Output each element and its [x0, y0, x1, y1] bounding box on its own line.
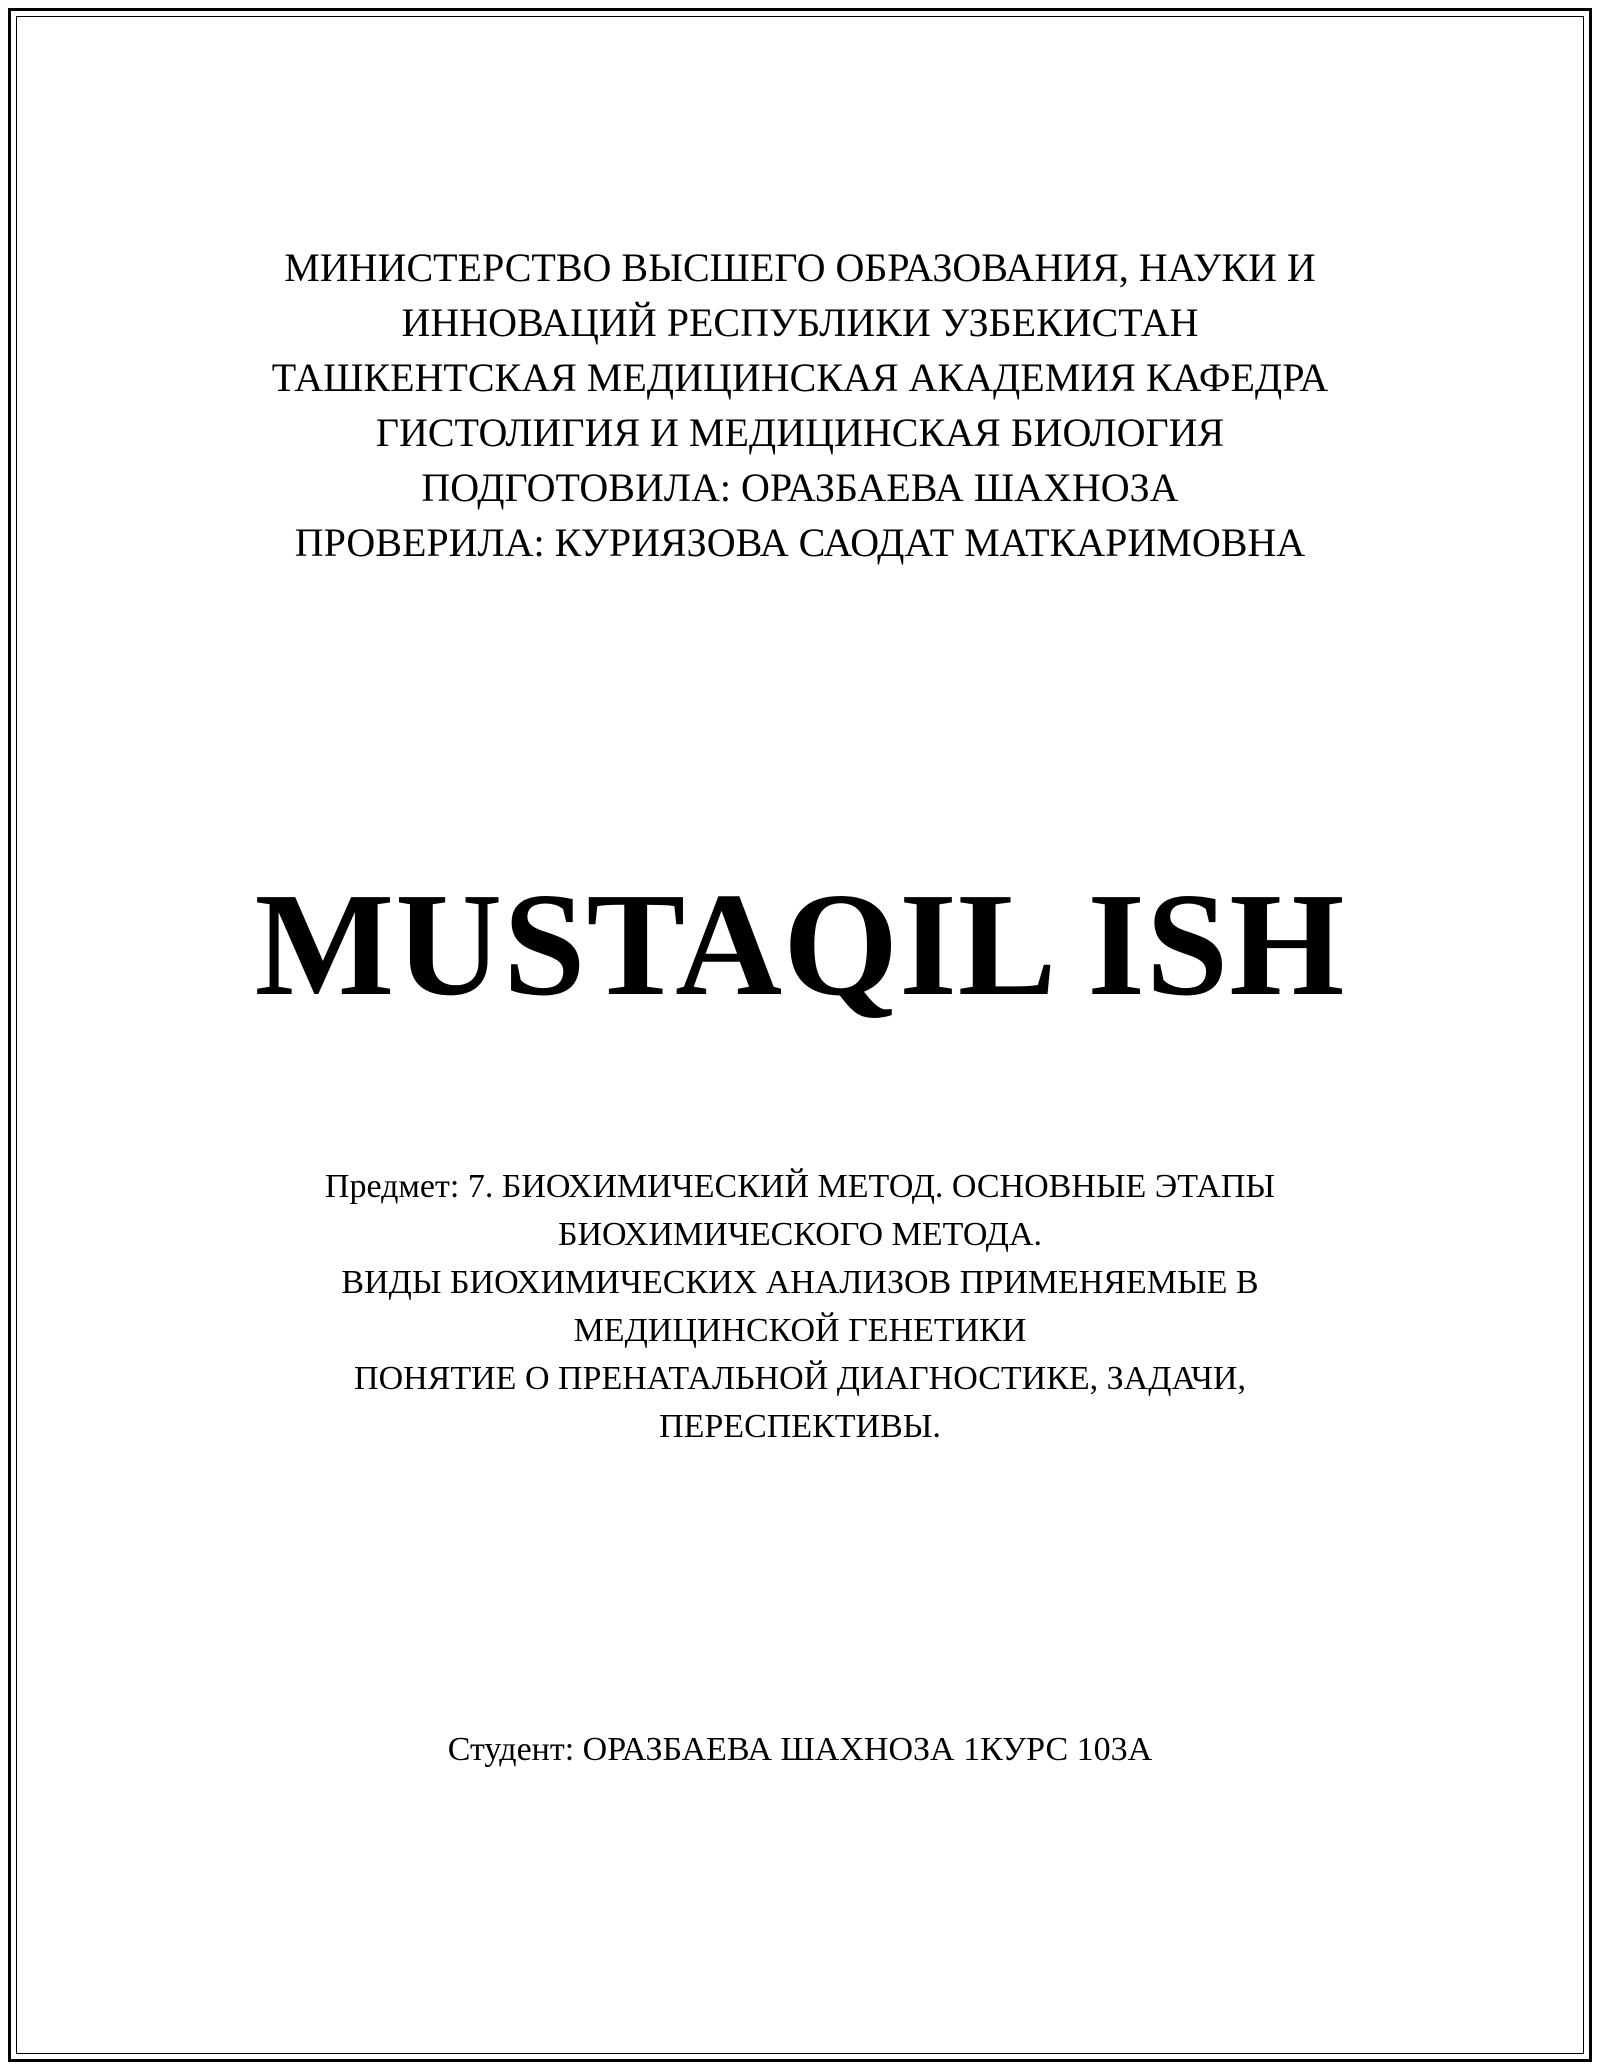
subject-line: ВИДЫ БИОХИМИЧЕСКИХ АНАЛИЗОВ ПРИМЕНЯЕМЫЕ В	[341, 1264, 1259, 1301]
document-title: MUSTAQIL ISH	[254, 863, 1346, 1027]
header-line-republic: ИННОВАЦИЙ РЕСПУБЛИКИ УЗБЕКИСТАН	[401, 300, 1199, 345]
subject-block	[0, 1163, 1600, 1451]
subject-line: МЕДИЦИНСКОЙ ГЕНЕТИКИ	[573, 1312, 1027, 1349]
header-line-department: ГИСТОЛИГИЯ И МЕДИЦИНСКАЯ БИОЛОГИЯ	[375, 410, 1225, 455]
subject-line: БИОХИМИЧЕСКОГО МЕТОДА.	[557, 1216, 1043, 1253]
header-line-academy: ТАШКЕНТСКАЯ МЕДИЦИНСКАЯ АКАДЕМИЯ КАФЕДРА	[271, 355, 1329, 400]
institution-header	[0, 240, 1600, 570]
student-info: Студент: ОРАЗБАЕВА ШАХНОЗА 1КУРС 103А	[447, 1731, 1153, 1768]
header-line-ministry: МИНИСТЕРСТВО ВЫСШЕГО ОБРАЗОВАНИЯ, НАУКИ И	[284, 245, 1316, 290]
subject-line: ПЕРЕСПЕКТИВЫ.	[659, 1408, 941, 1445]
header-line-prepared-by: ПОДГОТОВИЛА: ОРАЗБАЕВА ШАХНОЗА	[421, 465, 1179, 510]
header-line-checked-by: ПРОВЕРИЛА: КУРИЯЗОВА САОДАТ МАТКАРИМОВНА	[294, 520, 1306, 565]
subject-line: ПОНЯТИЕ О ПРЕНАТАЛЬНОЙ ДИАГНОСТИКЕ, ЗАДАЧИ,	[354, 1360, 1246, 1397]
subject-line: Предмет: 7. БИОХИМИЧЕСКИЙ МЕТОД. ОСНОВНЫЕ ЭТАПЫ	[324, 1168, 1276, 1205]
